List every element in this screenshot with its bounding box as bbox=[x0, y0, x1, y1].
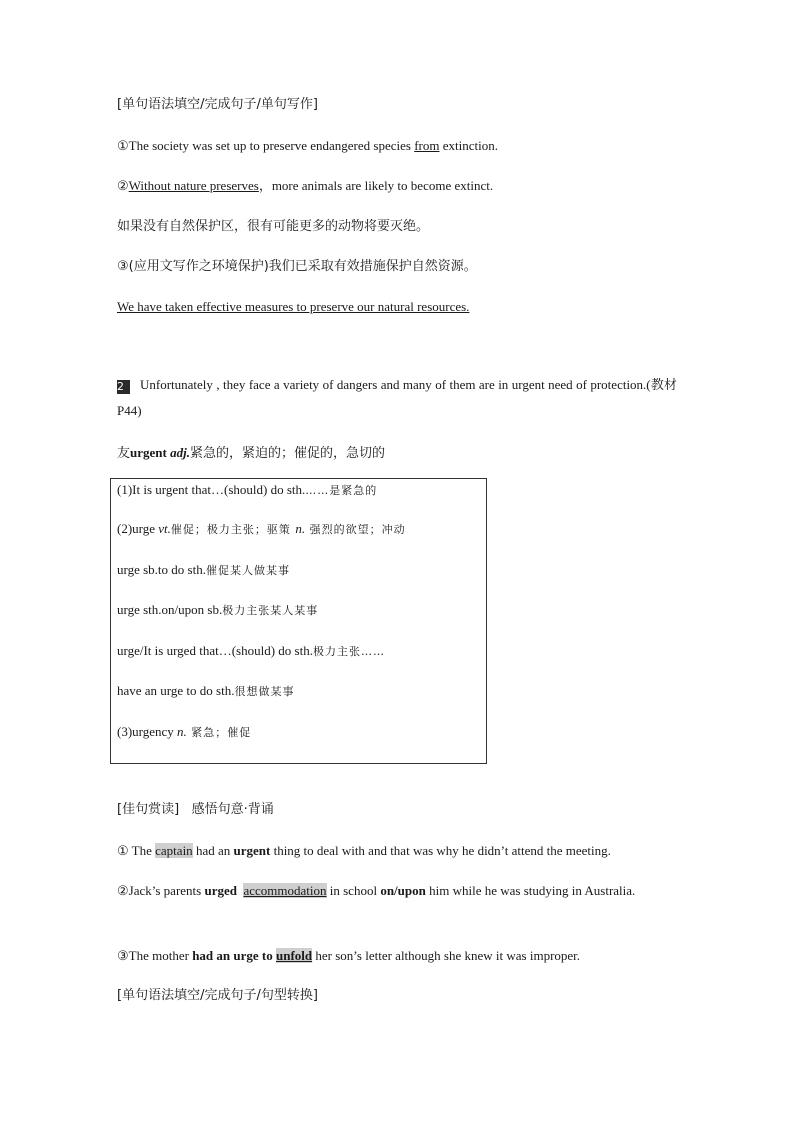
item-text: ，more animals are likely to become extinct. bbox=[258, 178, 494, 193]
example-sentence-3 bbox=[117, 947, 580, 965]
item-marker: ② bbox=[117, 883, 129, 898]
usage-box bbox=[110, 478, 487, 764]
item-text: him while he was studying in Australia. bbox=[425, 883, 636, 898]
key-sentence bbox=[117, 372, 677, 424]
highlighted-word: unfold bbox=[276, 948, 313, 963]
usage-zh: 很想做某事 bbox=[234, 685, 295, 698]
usage-pos: n. bbox=[177, 724, 187, 739]
exercise-item-2 bbox=[117, 177, 493, 195]
usage-pos: vt. bbox=[158, 521, 171, 536]
exercise-item-3-answer: We have taken effective measures to preserve our natural resources. bbox=[117, 299, 470, 314]
usage-en: (2)urge bbox=[117, 521, 159, 536]
appreciation-header bbox=[117, 801, 274, 819]
usage-zh: 极力主张…… bbox=[312, 645, 385, 658]
item-text: had an bbox=[192, 843, 234, 858]
item-marker: ① bbox=[117, 138, 129, 153]
usage-en: urge/It is urged that…(should) do sth. bbox=[117, 643, 313, 658]
highlighted-word: captain bbox=[155, 843, 193, 858]
word-meaning: 紧急的，紧迫的；催促的，急切的 bbox=[189, 446, 385, 461]
headword: urgent bbox=[130, 445, 167, 460]
usage-en: (3)urgency bbox=[117, 724, 178, 739]
item-text: The bbox=[128, 843, 156, 858]
usage-line bbox=[117, 642, 385, 661]
usage-line bbox=[117, 481, 377, 500]
answer-text: from bbox=[414, 138, 440, 153]
usage-pos: n. bbox=[295, 521, 306, 536]
usage-line bbox=[117, 561, 290, 580]
item-text: thing to deal with and that was why he didn’t attend the meeting. bbox=[270, 843, 611, 858]
key-sentence-text: Unfortunately , they face a variety of dangers and many of them are in urgent need of protection.(教材 P44) bbox=[117, 377, 677, 418]
exercise-item-3-prompt: ③(应用文写作之环境保护)我们已采取有效措施保护自然资源。 bbox=[117, 259, 477, 274]
item-marker: ② bbox=[117, 178, 129, 193]
usage-zh: ……是紧急的 bbox=[305, 484, 378, 497]
item-text: The society was set up to preserve endangered species bbox=[128, 138, 415, 153]
section-header: [单句语法填空/完成句子/单句写作] bbox=[117, 97, 318, 112]
appreciation-subtitle: 感悟句意·背诵 bbox=[191, 802, 274, 817]
item-text: in school bbox=[326, 883, 381, 898]
item-text: Jack’s parents bbox=[128, 883, 205, 898]
word-definition bbox=[117, 444, 385, 463]
usage-line bbox=[117, 723, 251, 742]
usage-zh: 催促；极力主张；驱策 bbox=[170, 523, 296, 536]
section-header: [单句语法填空/完成句子/句型转换] bbox=[117, 988, 318, 1003]
item-text: The mother bbox=[128, 948, 193, 963]
usage-en: have an urge to do sth. bbox=[117, 683, 235, 698]
section-number-badge: 2 bbox=[117, 380, 130, 394]
bold-keyword: urgent bbox=[233, 843, 271, 858]
usage-zh: 极力主张某人某事 bbox=[222, 604, 319, 617]
item-marker: ③ bbox=[117, 948, 129, 963]
usage-en: urge sth.on/upon sb. bbox=[117, 602, 223, 617]
highlighted-word: accommodation bbox=[243, 883, 327, 898]
item-marker: ① bbox=[117, 843, 129, 858]
bold-keyword: on/upon bbox=[380, 883, 426, 898]
usage-en: (1)It is urgent that…(should) do sth. bbox=[117, 482, 306, 497]
exercise-item-2-translation: 如果没有自然保护区，很有可能更多的动物将要灭绝。 bbox=[117, 219, 430, 234]
item-text: extinction. bbox=[439, 138, 498, 153]
item-text: her son’s letter although she knew it was improper. bbox=[312, 948, 581, 963]
usage-zh: 强烈的欲望；冲动 bbox=[305, 523, 406, 536]
exercise-item-1 bbox=[117, 137, 498, 155]
usage-line bbox=[117, 520, 406, 539]
example-sentence-2 bbox=[117, 878, 677, 904]
bold-keyword: urged bbox=[204, 883, 237, 898]
usage-line bbox=[117, 601, 318, 620]
usage-zh: 催促某人做某事 bbox=[205, 564, 290, 577]
usage-line bbox=[117, 682, 294, 701]
example-sentence-1 bbox=[117, 842, 611, 860]
part-of-speech: adj. bbox=[170, 445, 190, 460]
usage-en: urge sb.to do sth. bbox=[117, 562, 206, 577]
usage-zh: 紧急；催促 bbox=[186, 726, 252, 739]
appreciation-title: [佳句赏读] bbox=[117, 802, 180, 817]
bold-keyword: had an urge to bbox=[192, 948, 273, 963]
answer-text: Without nature preserves bbox=[128, 178, 259, 193]
word-intro-mark: 友 bbox=[117, 446, 131, 461]
